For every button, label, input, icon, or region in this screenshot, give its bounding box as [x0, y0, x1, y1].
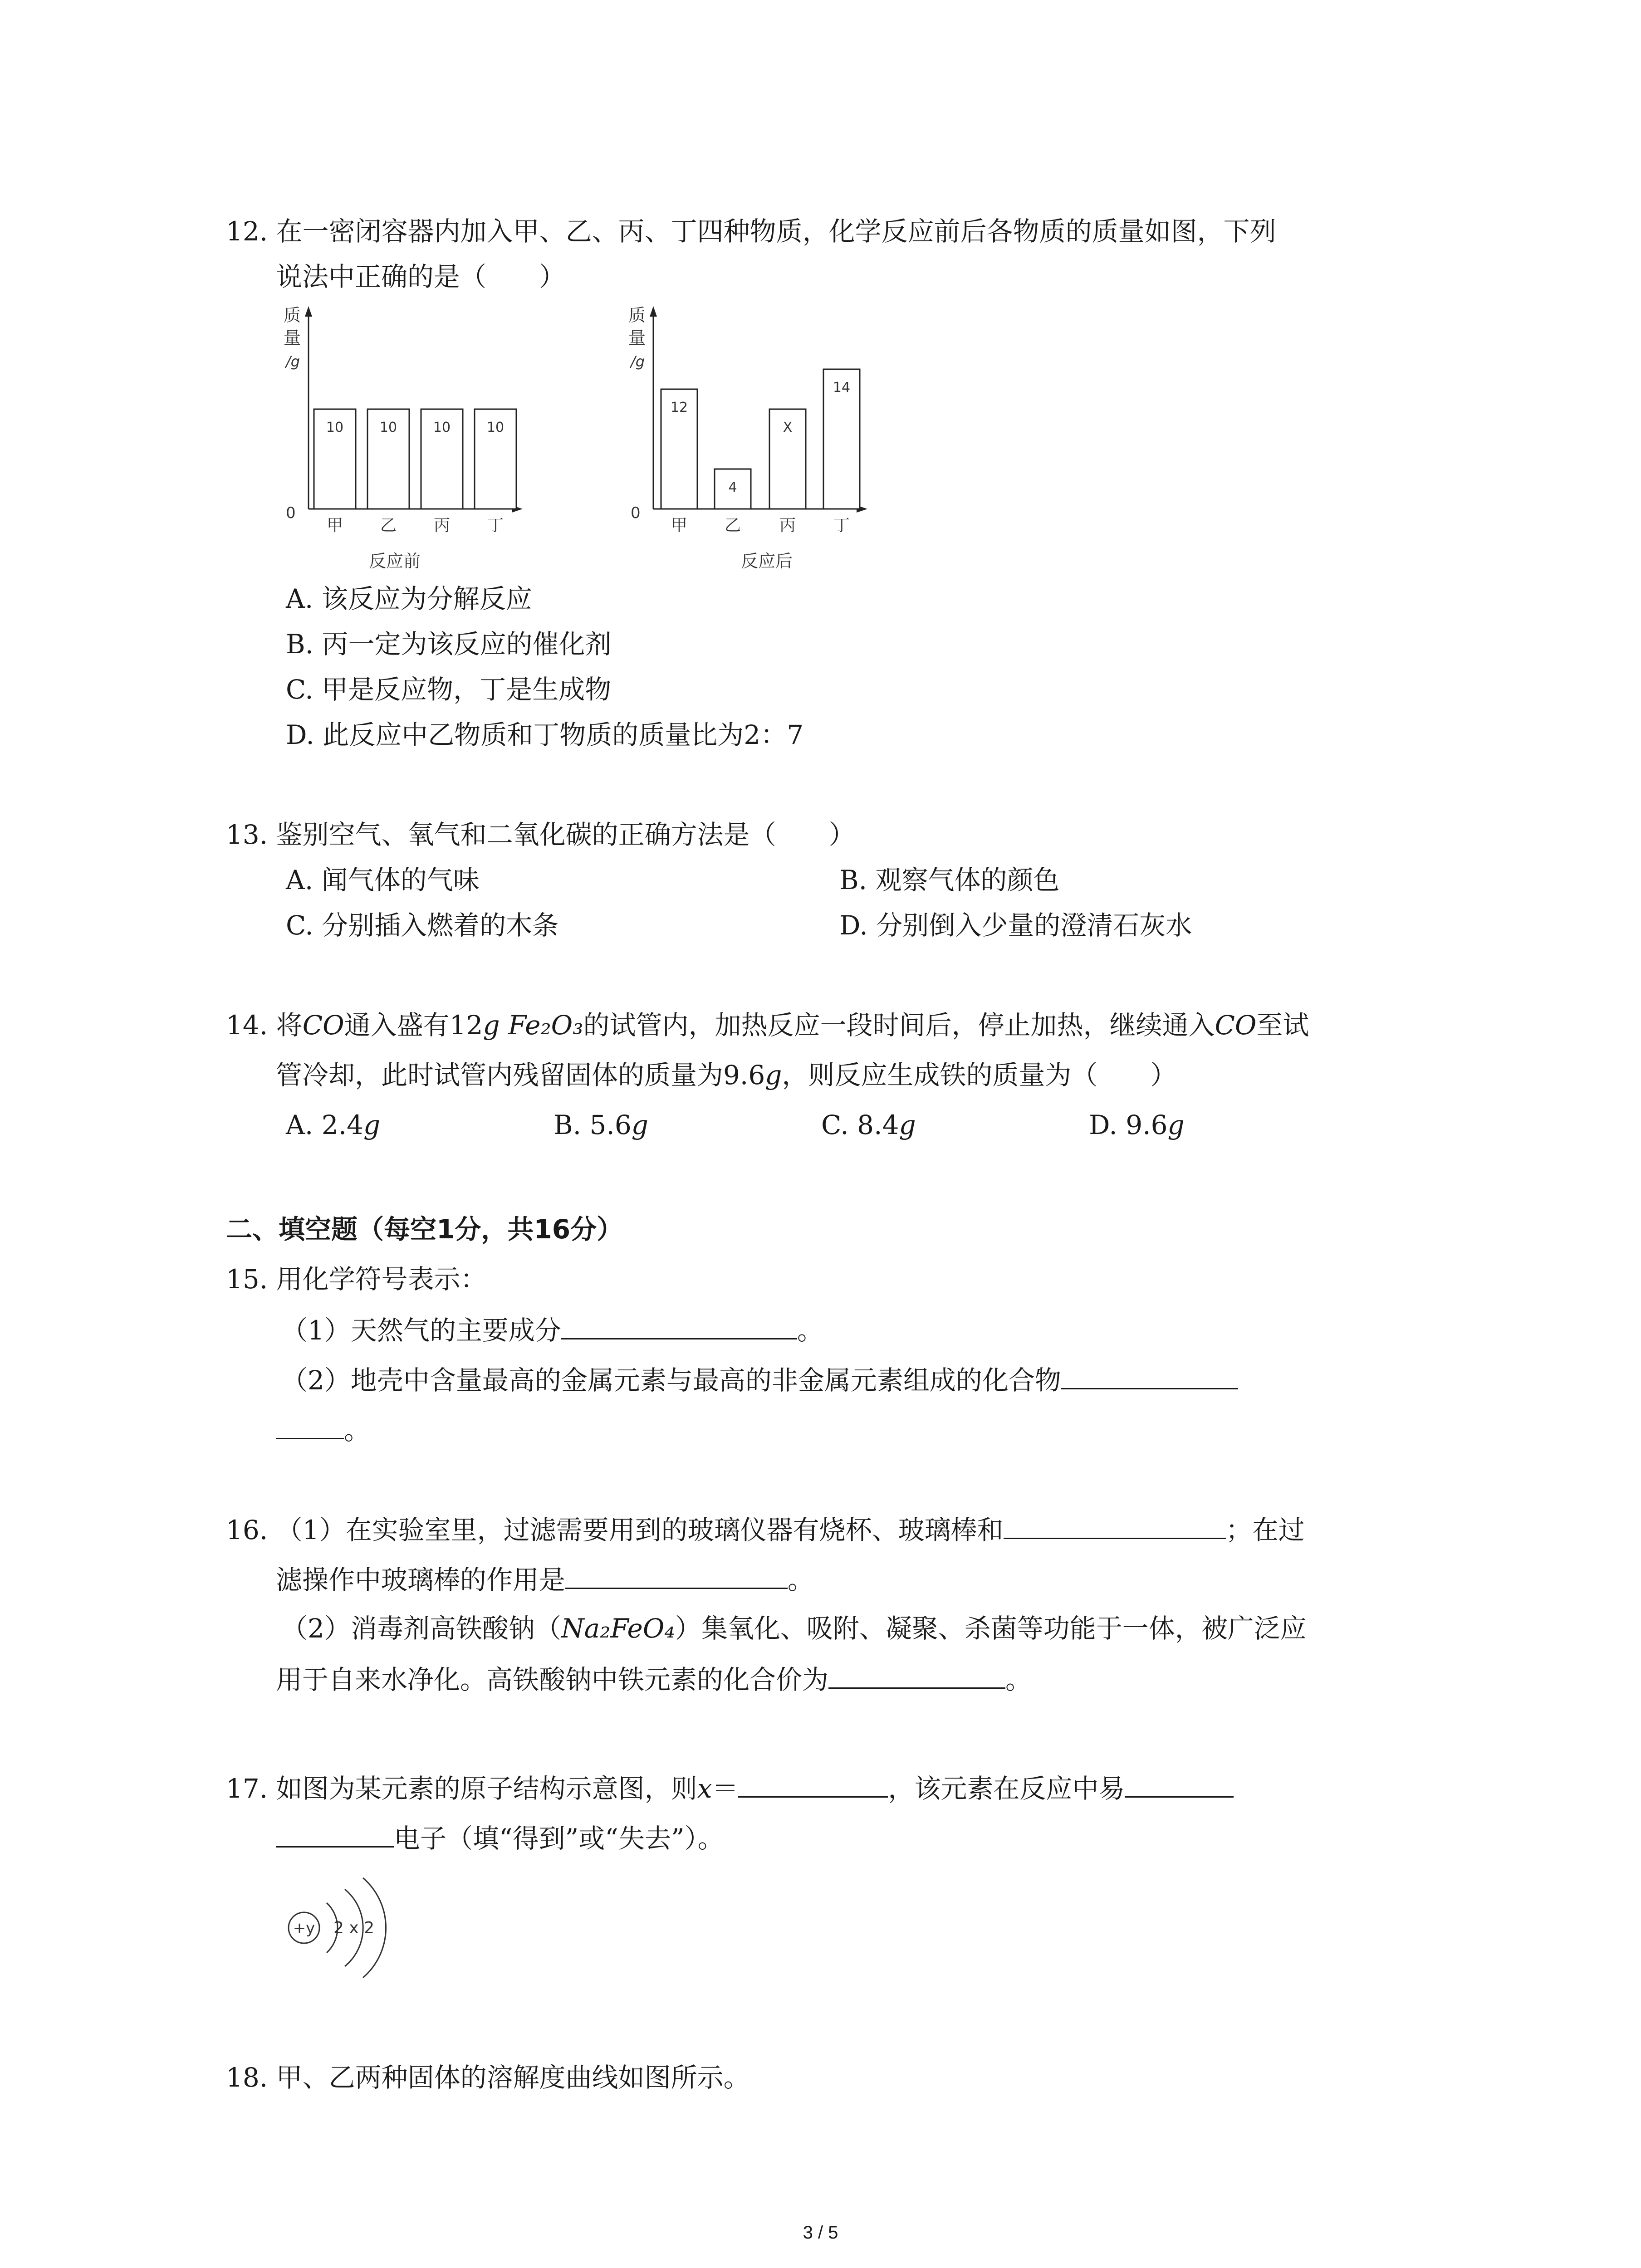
chart-after-ylabel-2: 量	[628, 328, 646, 348]
q14-text-1: 14. 将	[226, 1010, 303, 1041]
chart-before-ylabel-2: 量	[284, 328, 301, 348]
q17-line2-text: 电子（填“得到”或“失去”）。	[394, 1823, 724, 1854]
q14-option-d: D. 9.6g	[1089, 1110, 1185, 1140]
q17-line1	[226, 1769, 1234, 1807]
chart-after-origin: 0	[631, 504, 641, 522]
q14-fe2o3: Fe₂O₃	[508, 1010, 583, 1041]
q14-text-3: 的试管内，加热反应一段时间后，停止加热，继续通入	[583, 1010, 1215, 1041]
bar-label-1-1: 4	[728, 479, 737, 495]
q15-sub1	[281, 1311, 823, 1349]
q16-line3-b: ）集氧化、吸附、凝聚、杀菌等功能于一体，被广泛应	[675, 1613, 1307, 1644]
bar-label-0-3: 10	[486, 420, 505, 435]
q17-line1-c: ，该元素在反应中易	[888, 1773, 1125, 1804]
q16-line1-b: ；在过	[1225, 1515, 1305, 1545]
q17-blank-2-cont[interactable]	[276, 1819, 394, 1848]
q16-blank-2[interactable]	[565, 1560, 788, 1589]
q15-sub1-end: 。	[797, 1315, 823, 1346]
q15-blank-2[interactable]	[1061, 1361, 1238, 1389]
q15-sub1-text: （1）天然气的主要成分	[281, 1315, 561, 1346]
q12-stem-line1: 12. 在一密闭容器内加入甲、乙、丙、丁四种物质，化学反应前后各物质的质量如图，下列	[226, 216, 1276, 247]
category-label-1-1: 乙	[724, 516, 741, 535]
q16-formula: Na₂FeO₄	[561, 1613, 675, 1644]
q14-text-4: 至试	[1256, 1010, 1309, 1041]
q14-line2-b: ，则反应生成铁的质量为（ ）	[782, 1060, 1177, 1090]
q14-stem-line1	[226, 1007, 1309, 1043]
q16-line4-a: 用于自来水净化。高铁酸钠中铁元素的化合价为	[276, 1664, 829, 1695]
bar-label-0-0: 10	[326, 420, 344, 435]
bar-label-1-0: 12	[670, 400, 688, 415]
bar-label-0-1: 10	[379, 420, 397, 435]
chart-before-reaction	[263, 299, 608, 581]
q17-line1-a: 17. 如图为某元素的原子结构示意图，则	[226, 1773, 697, 1804]
q14-option-c: C. 8.4g	[821, 1110, 916, 1140]
q14-co-2: CO	[1215, 1010, 1257, 1041]
category-label-0-2: 丙	[433, 516, 451, 535]
q14-option-a: A. 2.4g	[286, 1110, 381, 1140]
category-label-0-1: 乙	[380, 516, 397, 535]
q15-blank-1[interactable]	[561, 1311, 797, 1339]
q15-stem: 15. 用化学符号表示：	[226, 1264, 487, 1295]
q14-line2-a: 管冷却，此时试管内残留固体的质量为9.6	[276, 1060, 765, 1090]
chart-after-xlabel: 反应后	[740, 551, 793, 571]
q13-stem: 13. 鉴别空气、氧气和二氧化碳的正确方法是（ ）	[226, 819, 855, 850]
bar-label-1-3: 14	[833, 380, 851, 396]
chart-after-ylabel-3: /g	[631, 353, 645, 370]
q13-option-c: C. 分别插入燃着的木条	[286, 910, 559, 941]
atom-shell-counts: 2 x 2	[333, 1919, 374, 1937]
q16-line3	[281, 1610, 1307, 1647]
q16-blank-3[interactable]	[828, 1660, 1005, 1689]
category-label-0-0: 甲	[326, 516, 343, 535]
q16-line3-a: （2）消毒剂高铁酸钠（	[281, 1613, 561, 1644]
q17-x: x	[697, 1773, 712, 1804]
q14-option-b: B. 5.6g	[554, 1110, 648, 1140]
q12-option-a: A. 该反应为分解反应	[286, 583, 532, 614]
q12-stem-line2: 说法中正确的是（ ）	[276, 261, 566, 292]
q17-blank-1[interactable]	[738, 1769, 888, 1798]
section-2-heading: 二、填空题（每空1分，共16分）	[226, 1214, 623, 1245]
q12-option-d: D. 此反应中乙物质和丁物质的质量比为2：7	[286, 719, 804, 750]
q13-option-b: B. 观察气体的颜色	[839, 865, 1060, 895]
q16-line4-b: 。	[1005, 1664, 1032, 1695]
q16-line2	[276, 1560, 814, 1598]
q18-stem: 18. 甲、乙两种固体的溶解度曲线如图所示。	[226, 2062, 750, 2093]
q17-blank-2[interactable]	[1125, 1769, 1234, 1798]
category-label-0-3: 丁	[487, 516, 504, 535]
q17-line2	[276, 1819, 724, 1857]
chart-before-ylabel-3: /g	[286, 353, 300, 370]
category-label-1-0: 甲	[671, 516, 688, 535]
q16-blank-1[interactable]	[1004, 1510, 1226, 1539]
q14-co-1: CO	[302, 1010, 344, 1041]
q13-option-d: D. 分别倒入少量的澄清石灰水	[839, 910, 1192, 941]
atom-nucleus-label: +y	[293, 1919, 315, 1937]
chart-before-ylabel-1: 质	[284, 305, 301, 325]
atom-structure-diagram	[272, 1860, 408, 1996]
q16-line1	[226, 1510, 1305, 1548]
chart-before-xlabel: 反应前	[368, 551, 421, 571]
bar-label-1-2: X	[783, 420, 793, 435]
q16-line2-b: 。	[788, 1564, 814, 1595]
bar-label-0-2: 10	[433, 420, 451, 435]
q17-line1-b: ＝	[712, 1773, 739, 1804]
category-label-1-3: 丁	[833, 516, 850, 535]
q16-line2-a: 滤操作中玻璃棒的作用是	[276, 1564, 566, 1595]
chart-after-ylabel-1: 质	[628, 305, 646, 325]
q15-blank-2-cont[interactable]	[276, 1411, 344, 1439]
q14-unit-g-2: g	[765, 1060, 782, 1090]
chart-before-origin: 0	[286, 504, 296, 522]
q14-stem-line2	[276, 1057, 1176, 1093]
q16-line4	[276, 1660, 1032, 1698]
q15-sub2-end: 。	[344, 1415, 371, 1446]
category-label-1-2: 丙	[779, 516, 796, 535]
q15-sub2-text: （2）地壳中含量最高的金属元素与最高的非金属元素组成的化合物	[281, 1365, 1061, 1396]
q15-sub2	[281, 1361, 1238, 1398]
q16-line1-a: 16. （1）在实验室里，过滤需要用到的玻璃仪器有烧杯、玻璃棒和	[226, 1515, 1004, 1545]
q14-text-2: 通入盛有12	[344, 1010, 483, 1041]
q13-option-a: A. 闻气体的气味	[286, 865, 480, 895]
q14-unit-g: g	[483, 1010, 500, 1041]
page-number: 3 / 5	[803, 2223, 838, 2243]
q12-option-c: C. 甲是反应物，丁是生成物	[286, 674, 612, 705]
q12-option-b: B. 丙一定为该反应的催化剂	[286, 629, 612, 660]
q15-sub2-cont	[276, 1411, 370, 1448]
chart-after-reaction	[608, 299, 953, 581]
